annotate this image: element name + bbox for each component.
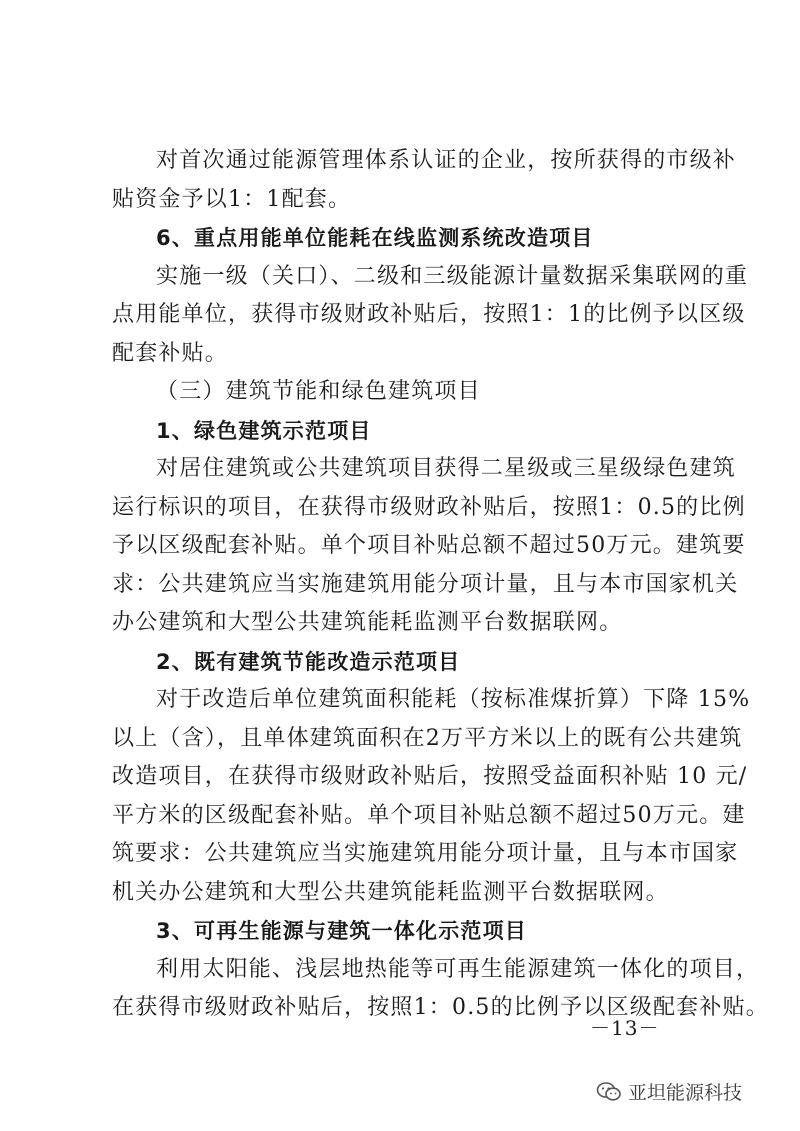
page-number: －13－ xyxy=(590,1016,660,1040)
text-line: 以上（含），且单体建筑面积在2万平方米以上的既有公共建筑 xyxy=(112,725,743,751)
wechat-icon xyxy=(596,1081,622,1103)
section-heading: 2、既有建筑节能改造示范项目 xyxy=(156,649,461,674)
text-line: 平方米的区级配套补贴。单个项目补贴总额不超过50万元。建 xyxy=(112,802,746,828)
section-heading: 1、绿色建筑示范项目 xyxy=(156,418,372,443)
text-line: 求：公共建筑应当实施建筑用能分项计量，且与本市国家机关 xyxy=(112,571,739,597)
text-line: 配套补贴。 xyxy=(112,340,229,366)
text-line: 办公建筑和大型公共建筑能耗监测平台数据联网。 xyxy=(112,610,623,635)
text-line: 机关办公建筑和大型公共建筑能耗监测平台数据联网。 xyxy=(112,879,669,905)
text-line: 筑要求：公共建筑应当实施建筑用能分项计量，且与本市国家 xyxy=(112,841,739,866)
text-line: 对首次通过能源管理体系认证的企业，按所获得的市级补 xyxy=(156,148,737,173)
watermark xyxy=(596,1078,742,1105)
section-heading: 6、重点用能单位能耗在线监测系统改造项目 xyxy=(156,226,594,250)
text-line: （三）建筑节能和绿色建筑项目 xyxy=(156,379,481,404)
text-line: 对于改造后单位建筑面积能耗（按标准煤折算）下降 15% xyxy=(156,687,751,712)
text-line: 贴资金予以1：1配套。 xyxy=(112,186,352,212)
text-line: 利用太阳能、浅层地热能等可再生能源建筑一体化的项目， xyxy=(156,956,760,982)
text-line: 在获得市级财政补贴后，按照1：0.5的比例予以区级配套补贴。 xyxy=(112,995,769,1020)
text-line: 运行标识的项目，在获得市级财政补贴后，按照1：0.5的比例 xyxy=(112,494,746,520)
section-heading: 3、可再生能源与建筑一体化示范项目 xyxy=(156,919,528,943)
body-text xyxy=(112,142,769,1028)
text-line: 对居住建筑或公共建筑项目获得二星级或三星级绿色建筑 xyxy=(156,456,737,481)
watermark-text: 亚坦能源科技 xyxy=(628,1082,743,1104)
text-line: 点用能单位，获得市级财政补贴后，按照1：1的比例予以区级 xyxy=(112,302,746,327)
text-line: 实施一级（关口）、二级和三级能源计量数据采集联网的重 xyxy=(156,263,749,289)
text-line: 予以区级配套补贴。单个项目补贴总额不超过50万元。建筑要 xyxy=(112,533,746,558)
text-line: 改造项目，在获得市级财政补贴后，按照受益面积补贴 10 元/ xyxy=(112,764,748,789)
